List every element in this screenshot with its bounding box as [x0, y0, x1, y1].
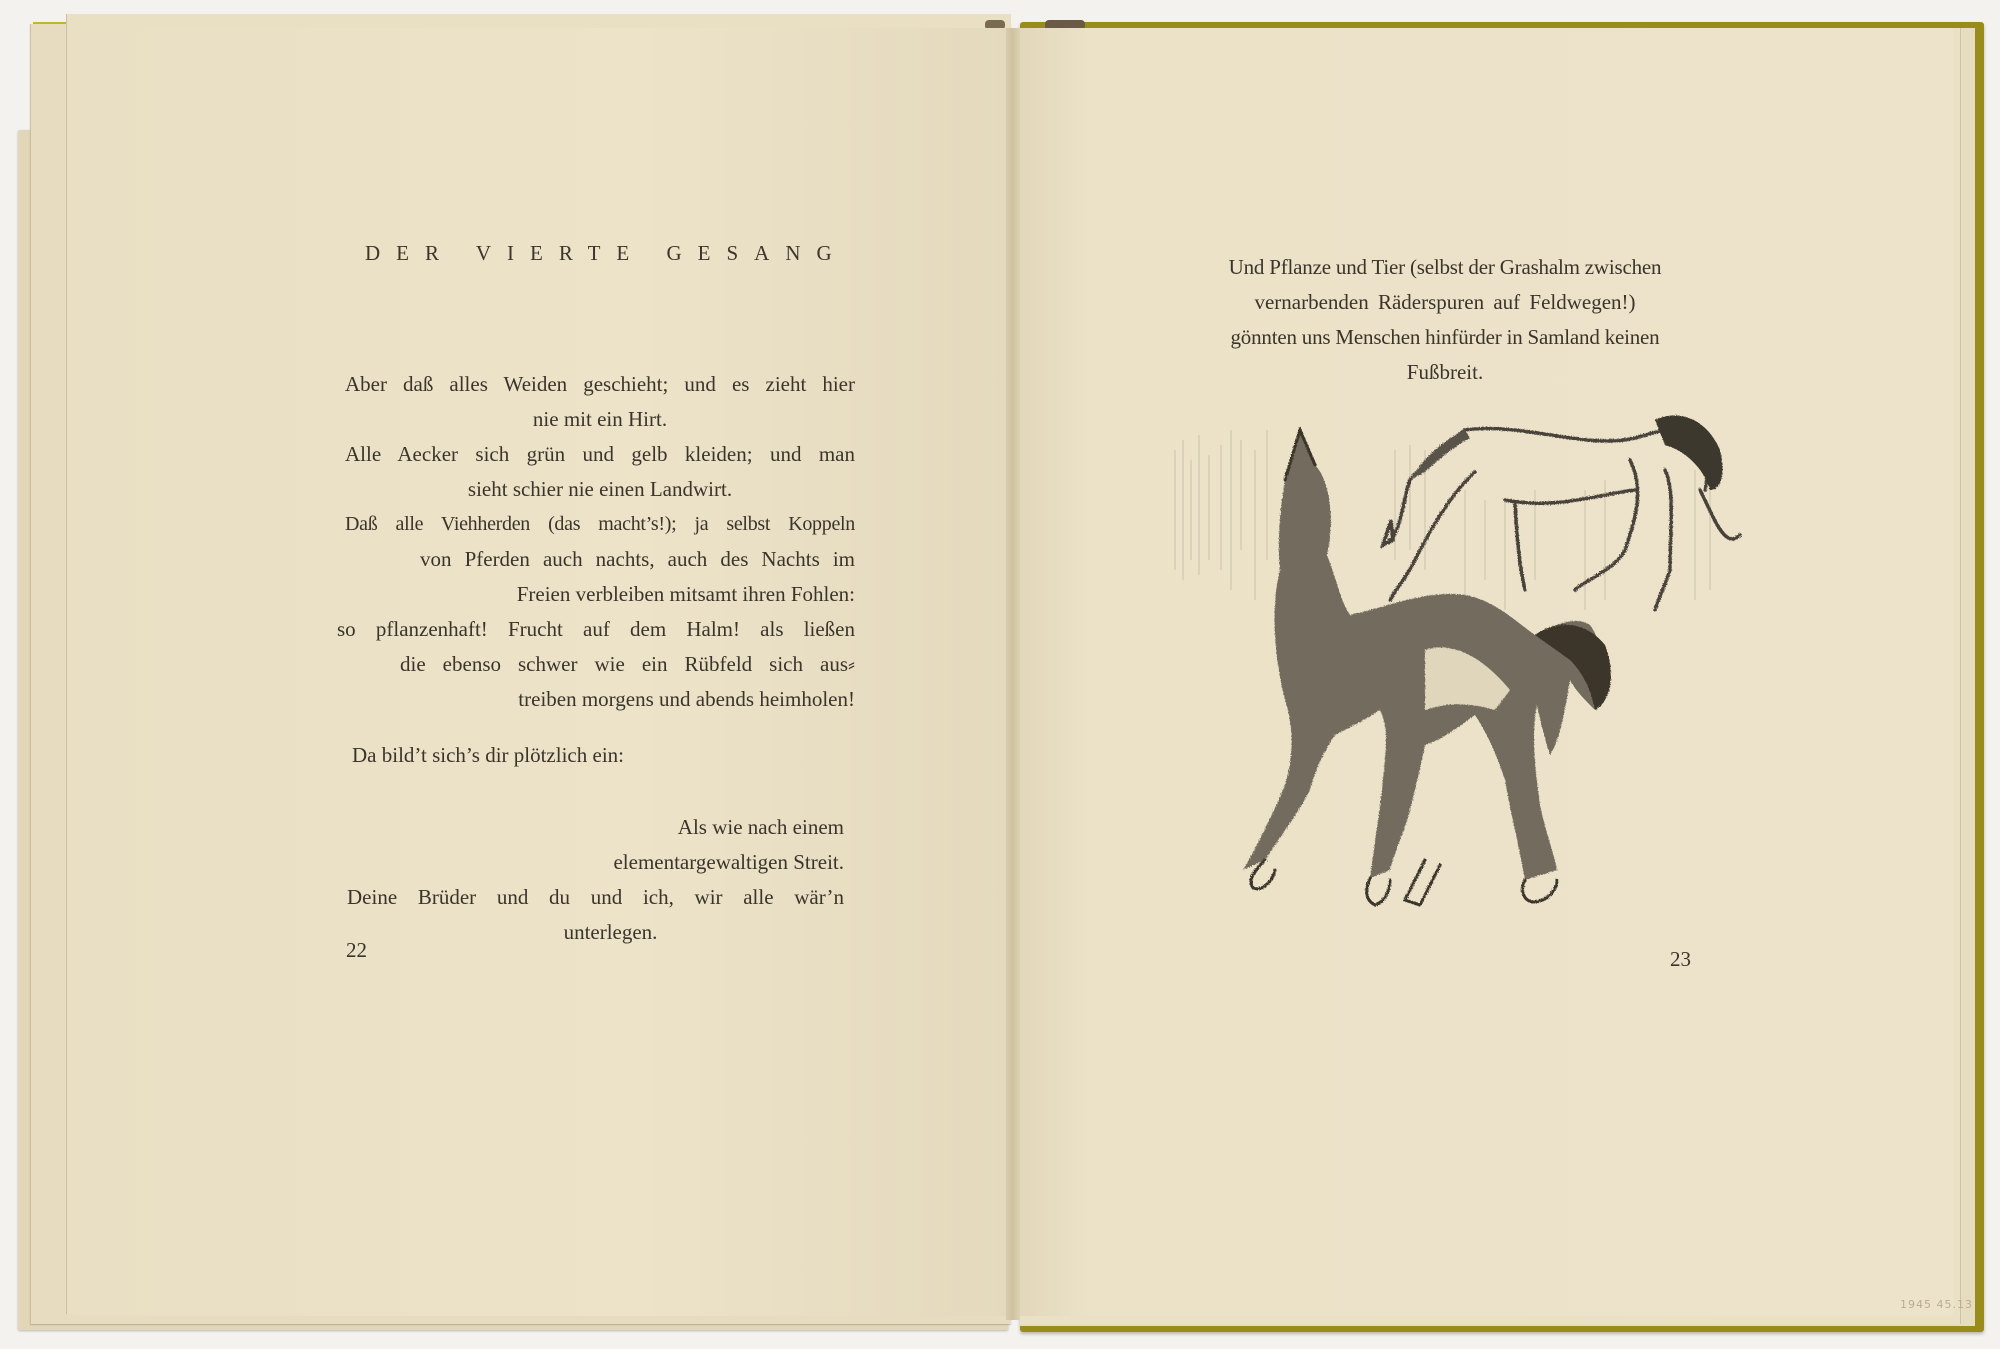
poem-line: Und Pflanze und Tier (selbst der Grashalm zwischen	[1228, 255, 1662, 279]
poem-line: Daß alle Viehherden (das macht’s!); ja selbst Koppeln	[345, 513, 855, 535]
poem-line: unterlegen.	[563, 920, 658, 944]
poem-line: von Pferden auch nachts, auch des Nachts im	[420, 547, 855, 571]
chapter-title: DER VIERTE GESANG	[365, 241, 848, 265]
poem-left-stanza2	[352, 738, 852, 773]
poem-line: Freien verbleiben mitsamt ihren Fohlen:	[516, 582, 855, 606]
poem-right	[1180, 250, 1710, 390]
page-number-left: 22	[346, 938, 367, 962]
page-number-right: 23	[1670, 947, 1691, 971]
poem-left-stanza3	[347, 810, 844, 950]
poem-line: vernarbenden Räderspuren auf Feldwegen!)	[1254, 290, 1636, 314]
horse-illustration-icon	[1165, 410, 1755, 940]
poem-line: Da bild’t sich’s dir plötzlich ein:	[352, 743, 624, 767]
poem-left	[337, 367, 855, 717]
poem-line: Aber daß alles Weiden geschieht; und es zieht hier	[345, 372, 855, 396]
poem-line: Alle Aecker sich grün und gelb kleiden; und man	[345, 442, 855, 466]
poem-line: Fußbreit.	[1406, 360, 1484, 384]
poem-line: treiben morgens und abends heimholen!	[518, 687, 855, 711]
poem-line: Als wie nach einem	[677, 815, 844, 839]
pencil-annotation: 1945 45.13	[1900, 1298, 1973, 1311]
book-gutter	[1006, 28, 1020, 1320]
poem-line: sieht schier nie einen Landwirt.	[467, 477, 733, 501]
poem-line: gönnten uns Menschen hinfürder in Samland keinen	[1230, 325, 1660, 349]
poem-line: so pflanzenhaft! Frucht auf dem Halm! als ließen	[337, 617, 855, 641]
poem-line: die ebenso schwer wie ein Rübfeld sich aus⸗	[400, 652, 855, 676]
poem-line: elementargewaltigen Streit.	[613, 850, 844, 874]
poem-line: nie mit ein Hirt.	[532, 407, 668, 431]
poem-line: Deine Brüder und du und ich, wir alle wär’n	[347, 885, 844, 909]
